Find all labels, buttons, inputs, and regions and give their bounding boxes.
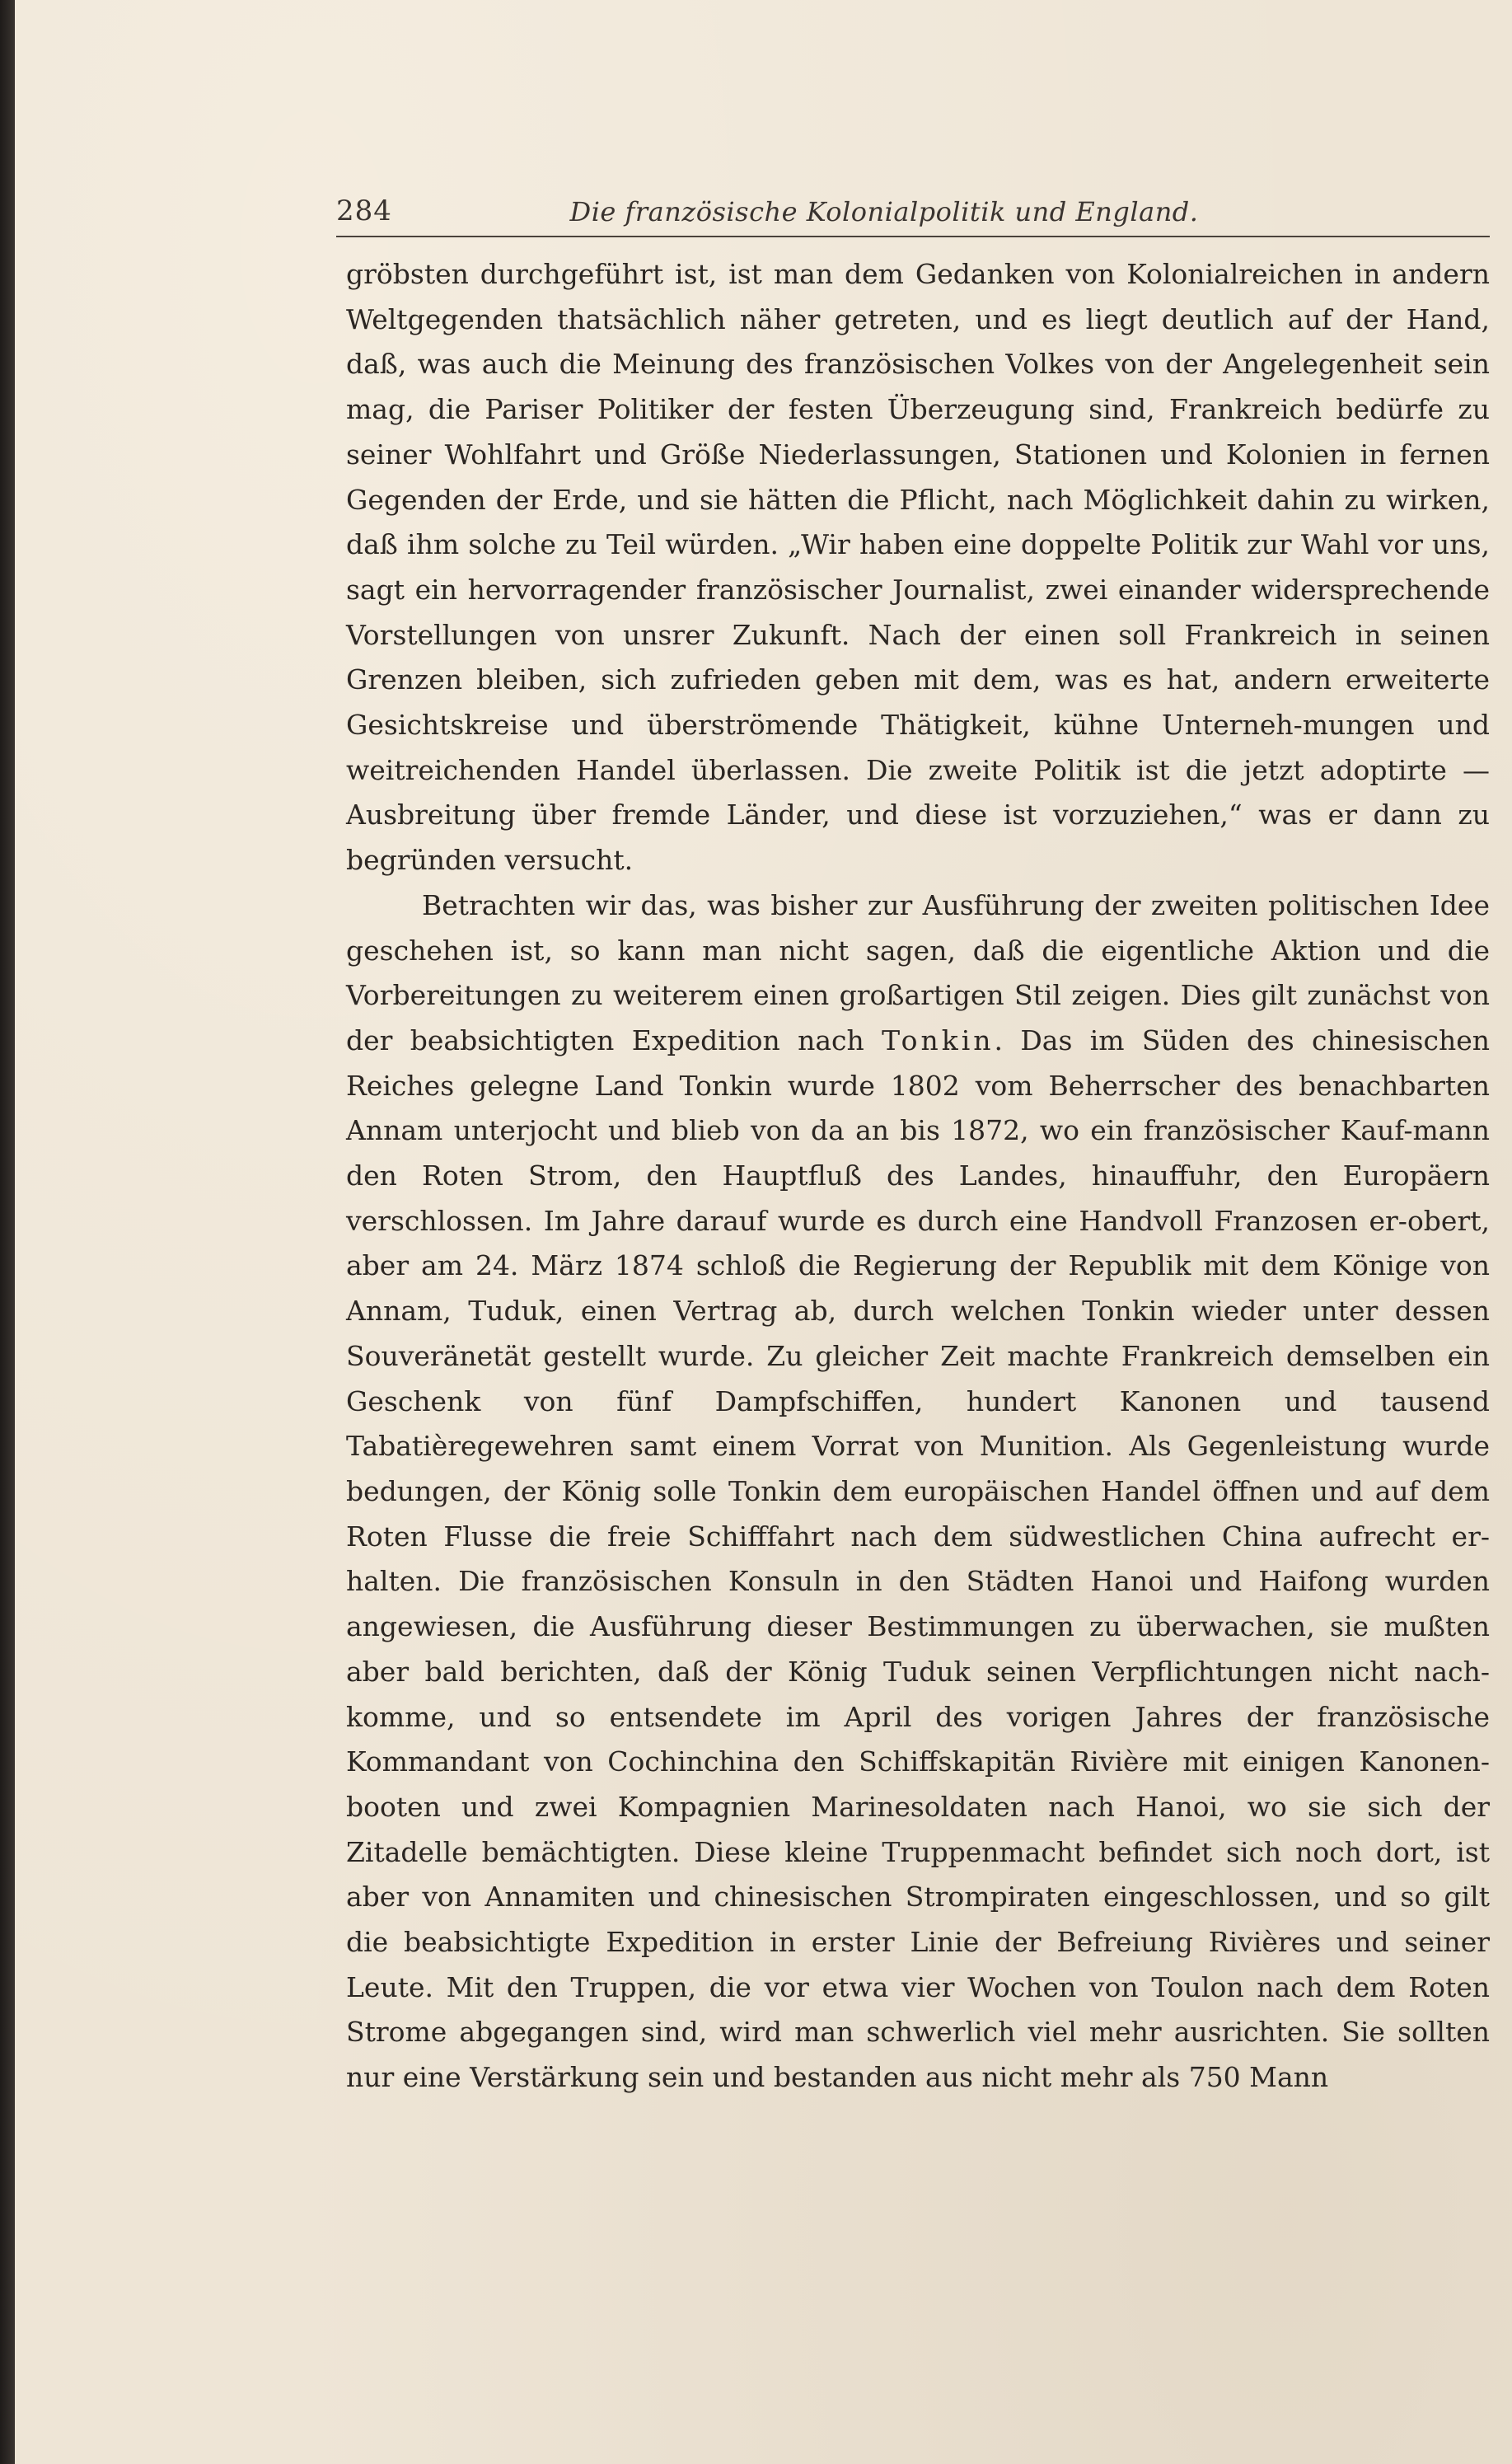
running-head xyxy=(336,190,1490,232)
tonkin-spaced-word: Tonkin xyxy=(882,1024,995,1056)
page-binding-edge xyxy=(0,0,15,2464)
paragraph-2-start: Betrachten wir das, was bisher zur Ausführung der zweiten politischen Idee geschehen ist, so kann man nicht sagen, daß die eigentliche Aktion und die Vorbereitungen zu weiterem einen großartigen Stil zeigen. Dies gilt zunächst von der beabsichtigten Expedition nach xyxy=(346,888,1490,1056)
running-title: Die französische Kolonialpolitik und England. xyxy=(569,196,1199,227)
page-number: 284 xyxy=(336,194,392,227)
paragraph-1: gröbsten durchgeführt ist, ist man dem Gedanken von Kolonialreichen in andern Weltgegenden thatsächlich näher getreten, und es liegt deutlich auf der Hand, daß, was auch die Meinung des französischen Volkes von der Angelegenheit sein mag, die Pariser Politiker der festen Überzeugung sind, Frankreich bedürfe zu seiner Wohlfahrt und Größe Niederlassungen, Stationen und Kolonien in fernen Gegenden der Erde, und sie hätten die Pflicht, nach Möglichkeit dahin zu wirken, daß ihm solche zu Teil würden. „Wir haben eine doppelte Politik zur Wahl vor uns, sagt ein hervorragender französischer Journalist, zwei einander widersprechende Vorstellungen von unsrer Zukunft. Nach der einen soll Frankreich in seinen Grenzen bleiben, sich zufrieden geben mit dem, was es hat, andern erweiterte Gesichtskreise und überströmende Thätigkeit, kühne Unterneh-mungen und weitreichenden Handel überlassen. Die zweite Politik ist die jetzt adoptirte — Ausbreitung über fremde Länder, und diese ist vorzuziehen,“ was er dann zu begründen versucht. xyxy=(346,258,1490,877)
paragraph-2-end: . Das im Süden des chinesischen Reiches gelegne Land Tonkin wurde 1802 vom Beherrscher des benachbarten Annam unterjocht und blieb von da an bis 1872, wo ein französischer Kauf-mann den Roten Strom, den Hauptfluß des Landes, hinauffuhr, den Europäern verschlossen. Im Jahre darauf wurde es durch eine Handvoll Franzosen er-obert, aber am 24. März 1874 schloß die Regierung der Republik mit dem Könige von Annam, Tuduk, einen Vertrag ab, durch welchen Tonkin wieder unter dessen Souveränetät gestellt wurde. Zu gleicher Zeit machte Frankreich demselben ein Geschenk von fünf Dampfschiffen, hundert Kanonen und tausend Tabatièregewehren samt einem Vorrat von Munition. Als Gegenleistung wurde bedungen, der König solle Tonkin dem europäischen Handel öffnen und auf dem Roten Flusse die freie Schifffahrt nach dem südwestlichen China aufrecht er-halten. Die französischen Konsuln in den Städten Hanoi und Haifong wurden angewiesen, die Ausführung dieser Bestimmungen zu überwachen, sie mußten aber bald berichten, daß der König Tuduk seinen Verpflichtungen nicht nach-komme, und so entsendete im April des vorigen Jahres der französische Kommandant von Cochinchina den Schiffskapitän Rivière mit einigen Kanonen-booten und zwei Kompagnien Marinesoldaten nach Hanoi, wo sie sich der Zitadelle bemächtigten. Diese kleine Truppenmacht befindet sich noch dort, ist aber von Annamiten und chinesischen Strompiraten eingeschlossen, und so gilt die beabsichtigte Expedition in erster Linie der Befreiung Rivières und seiner Leute. Mit den Truppen, die vor etwa vier Wochen von Toulon nach dem Roten Strome abgegangen sind, wird man schwerlich viel mehr ausrichten. Sie sollten nur eine Verstärkung sein und bestanden aus nicht mehr als 750 Mann xyxy=(346,1024,1490,2094)
header-rule xyxy=(336,236,1490,237)
paragraph-2 xyxy=(346,883,1490,2101)
body-text xyxy=(346,252,1490,2101)
